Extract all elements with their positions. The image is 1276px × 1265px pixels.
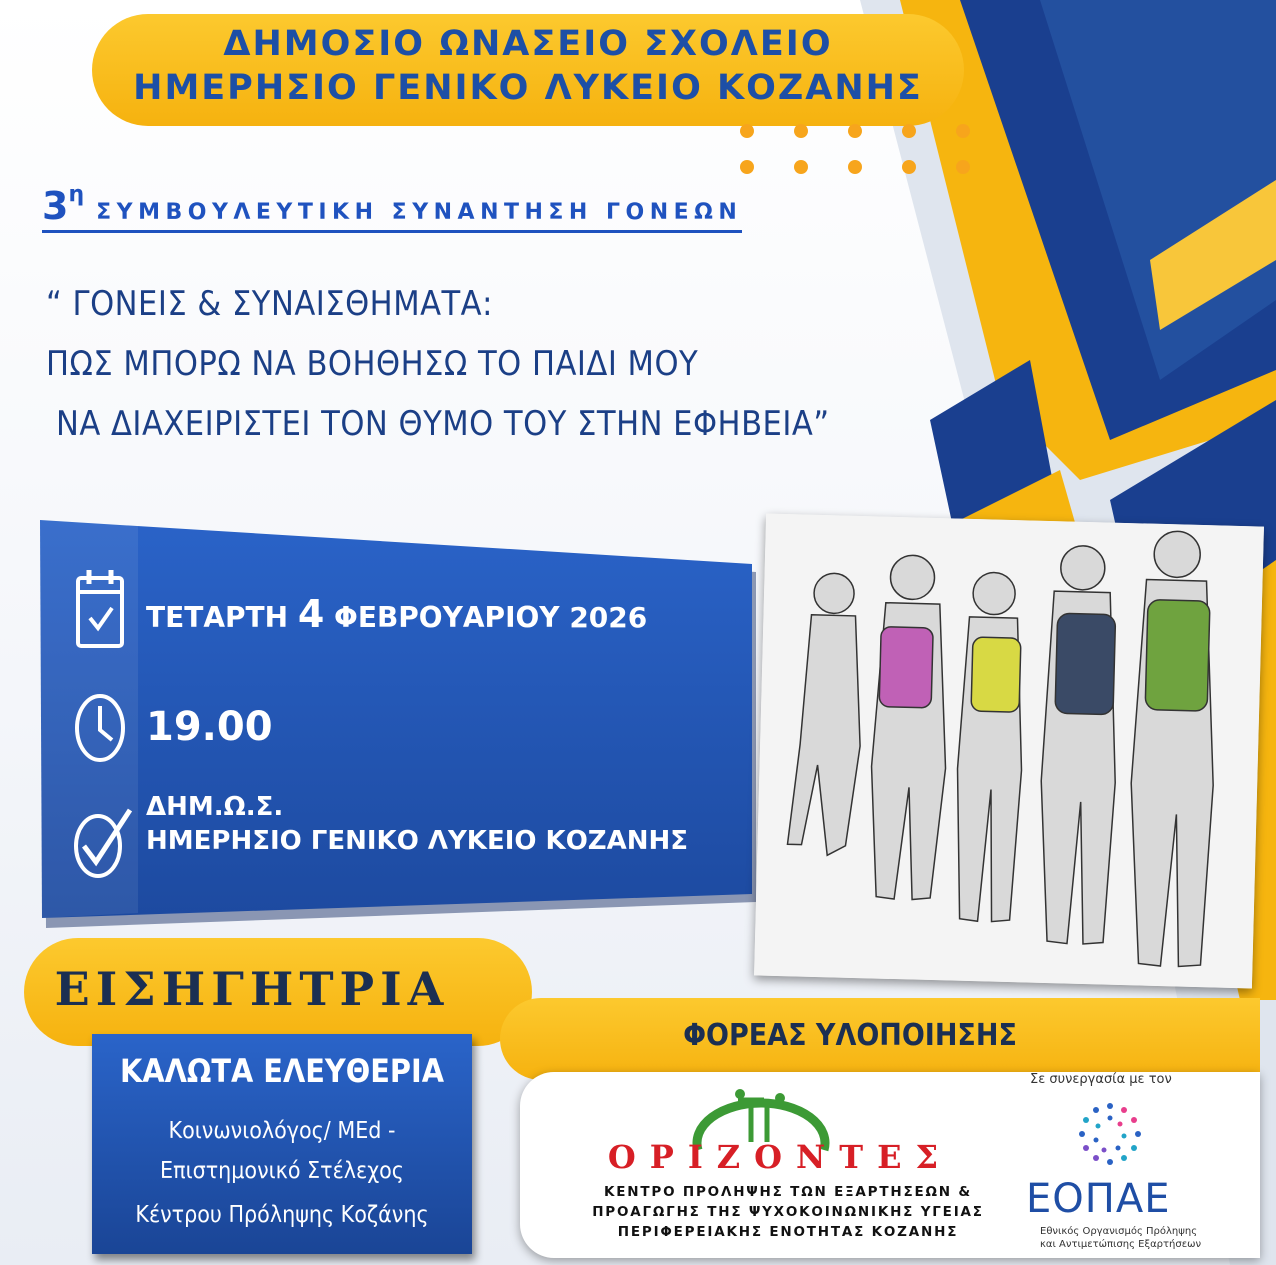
partner-name: ΕΟΠΑΕ <box>1026 1176 1171 1222</box>
organizer-desc-line2: ΠΡΟΑΓΩΓΗΣ ΤΗΣ ΨΥΧΟΚΟΙΝΩΝΙΚΗΣ ΥΓΕΙΑΣ <box>592 1204 984 1220</box>
decorative-dots <box>736 120 986 176</box>
event-date <box>146 592 647 636</box>
partner-note: Σε συνεργασία με τον <box>1030 1072 1172 1087</box>
organizer-name: ΟΡΙΖΟΝΤΕΣ <box>607 1138 953 1176</box>
topic-line3: ΝΑ ΔΙΑΧΕΙΡΙΣΤΕΙ ΤΟΝ ΘΥΜΟ ΤΟΥ ΣΤΗΝ ΕΦΗΒΕΙΑ” <box>56 404 830 444</box>
organizer-label: ΦΟΡΕΑΣ ΥΛΟΠΟΙΗΣΗΣ <box>683 1018 1017 1053</box>
school-name-line1: ΔΗΜΟΣΙΟ ΩΝΑΣΕΙΟ ΣΧΟΛΕΙΟ <box>223 24 833 64</box>
event-day: ΤΕΤΑΡΤΗ <box>146 601 289 634</box>
speaker-name: ΚΑΛΩΤΑ ΕΛΕΥΘΕΡΙΑ <box>120 1052 444 1090</box>
meeting-number-suffix: η <box>68 182 85 207</box>
eopae-logo <box>1070 1096 1150 1176</box>
speaker-role-line1: Κοινωνιολόγος/ MEd - <box>168 1118 396 1144</box>
partner-sub-line1: Εθνικός Οργανισμός Πρόληψης <box>1040 1226 1198 1237</box>
organizer-desc-line3: ΠΕΡΙΦΕΡΕΙΑΚΗΣ ΕΝΟΤΗΤΑΣ ΚΟΖΑΝΗΣ <box>617 1224 959 1240</box>
event-time: 19.00 <box>146 704 273 750</box>
meeting-subtitle <box>42 182 742 233</box>
checkmark-icon <box>72 802 134 882</box>
speaker-role-line2: Επιστημονικό Στέλεχος <box>160 1158 404 1184</box>
partner-sub-line2: και Αντιμετώπισης Εξαρτήσεων <box>1040 1239 1202 1250</box>
speaker-role-line3: Κέντρου Πρόληψης Κοζάνης <box>135 1202 429 1228</box>
speaker-label: ΕΙΣΗΓΗΤΡΙΑ <box>54 962 450 1016</box>
meeting-number: 3 <box>42 184 69 228</box>
clock-icon <box>72 692 128 764</box>
topic-line2: ΠΩΣ ΜΠΟΡΩ ΝΑ ΒΟΗΘΗΣΩ ΤΟ ΠΑΙΔΙ ΜΟΥ <box>46 344 699 384</box>
school-name-line2: ΗΜΕΡΗΣΙΟ ΓΕΝΙΚΟ ΛΥΚΕΙΟ ΚΟΖΑΝΗΣ <box>133 68 923 108</box>
calendar-icon <box>74 566 126 650</box>
students-illustration <box>754 514 1264 989</box>
event-info-panel <box>30 508 766 938</box>
organizer-desc-line1: ΚΕΝΤΡΟ ΠΡΟΛΗΨΗΣ ΤΩΝ ΕΞΑΡΤΗΣΕΩΝ & <box>604 1184 972 1200</box>
event-month-year: ΦΕΒΡΟΥΑΡΙΟΥ 2026 <box>334 601 648 634</box>
event-venue-line2: ΗΜΕΡΗΣΙΟ ΓΕΝΙΚΟ ΛΥΚΕΙΟ ΚΟΖΑΝΗΣ <box>146 826 689 856</box>
event-date-number: 4 <box>297 592 325 636</box>
topic-line1: “ ΓΟΝΕΙΣ & ΣΥΝΑΙΣΘΗΜΑΤΑ: <box>46 284 493 324</box>
meeting-subtitle-text: ΣΥΜΒΟΥΛΕΥΤΙΚΗ ΣΥΝΑΝΤΗΣΗ ΓΟΝΕΩΝ <box>96 200 743 225</box>
event-venue-line1: ΔΗΜ.Ω.Σ. <box>146 792 284 822</box>
